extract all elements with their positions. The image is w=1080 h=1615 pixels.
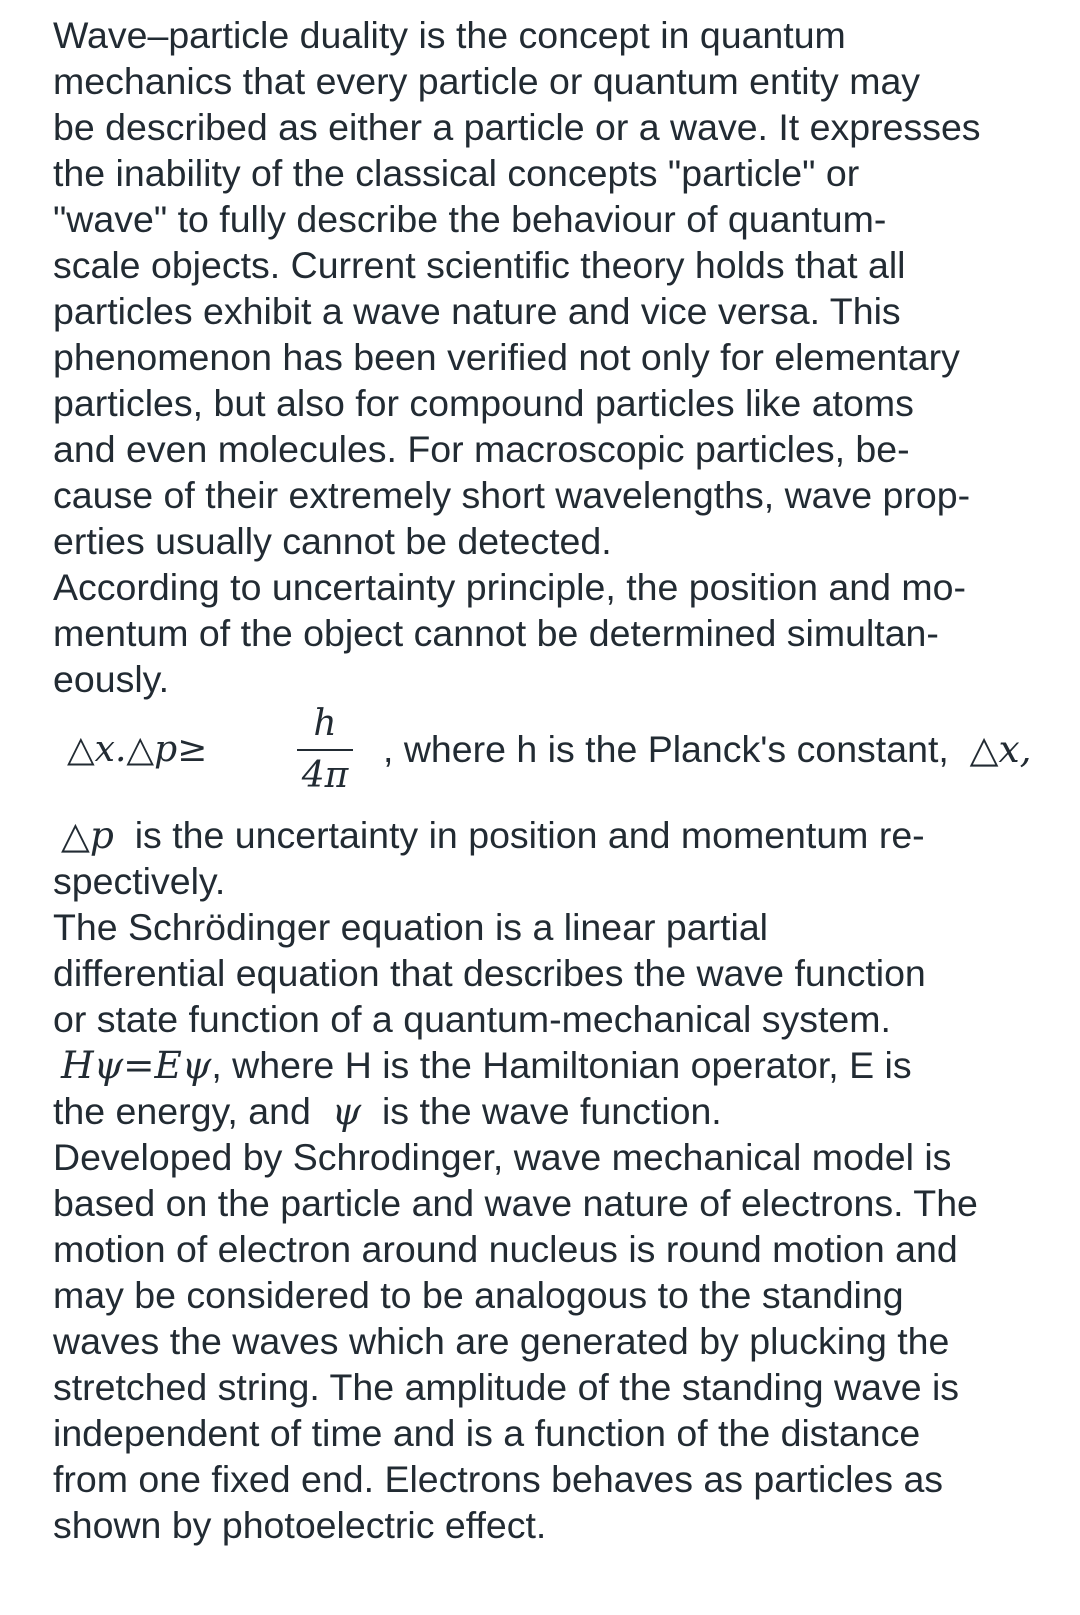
text-line: According to uncertainty principle, the position and mo- bbox=[53, 566, 967, 608]
text-line: spectively. bbox=[53, 860, 226, 902]
wave-function-text: is the wave function. bbox=[381, 1090, 722, 1132]
uncertainty-line-2 bbox=[53, 812, 1058, 858]
text-line: particles, but also for compound particles like atoms bbox=[53, 382, 914, 424]
uncertainty-inequality: △x.△p≥ bbox=[67, 729, 208, 770]
text-line: waves the waves which are generated by plucking the bbox=[53, 1320, 950, 1362]
paragraph-wave-particle-duality bbox=[53, 12, 1058, 564]
text-line: independent of time and is a function of the distance bbox=[53, 1412, 921, 1454]
text-line: particles exhibit a wave nature and vice versa. This bbox=[53, 290, 901, 332]
text-line: and even molecules. For macroscopic particles, be- bbox=[53, 428, 910, 470]
text-line: stretched string. The amplitude of the standing wave is bbox=[53, 1366, 960, 1408]
text-line: The Schrödinger equation is a linear partial bbox=[53, 906, 769, 948]
where-text: , where h is the Planck's constant, bbox=[383, 728, 949, 770]
text-line: phenomenon has been verified not only for elementary bbox=[53, 336, 960, 378]
uncertainty-text: is the uncertainty in position and momentum re- bbox=[134, 814, 925, 856]
fraction-bar bbox=[297, 749, 353, 751]
text-line: mechanics that every particle or quantum entity may bbox=[53, 60, 921, 102]
h-over-4pi-fraction bbox=[295, 702, 355, 798]
delta-x-symbol: △x, bbox=[969, 727, 1032, 771]
text-line: or state function of a quantum-mechanical system. bbox=[53, 998, 891, 1040]
planck-explanation bbox=[383, 726, 1032, 772]
schrodinger-equation-line bbox=[53, 1042, 1058, 1088]
paragraph-wave-mechanical-model bbox=[53, 1134, 1058, 1548]
text-line: scale objects. Current scientific theory holds that all bbox=[53, 244, 906, 286]
text-line: mentum of the object cannot be determined simultan- bbox=[53, 612, 939, 654]
text-line: cause of their extremely short wavelengths, wave prop- bbox=[53, 474, 971, 516]
text-line: erties usually cannot be detected. bbox=[53, 520, 612, 562]
text-line: Wave–particle duality is the concept in quantum bbox=[53, 14, 846, 56]
uncertainty-equation-line bbox=[53, 702, 1058, 812]
text-line: from one fixed end. Electrons behaves as particles as bbox=[53, 1458, 944, 1500]
wave-function-line bbox=[53, 1088, 1058, 1134]
hamiltonian-text: , where H is the Hamiltonian operator, E is bbox=[211, 1044, 912, 1086]
schrodinger-equation: Hψ=Eψ bbox=[61, 1043, 212, 1087]
energy-text: the energy, and bbox=[53, 1090, 311, 1132]
text-line: based on the particle and wave nature of electrons. The bbox=[53, 1182, 978, 1224]
text-line: Developed by Schrodinger, wave mechanical model is bbox=[53, 1136, 952, 1178]
text-line: "wave" to fully describe the behaviour of quantum- bbox=[53, 198, 887, 240]
document-body bbox=[53, 12, 1058, 1548]
text-line: shown by photoelectric effect. bbox=[53, 1504, 547, 1546]
text-line: may be considered to be analogous to the standing bbox=[53, 1274, 904, 1316]
text-line: motion of electron around nucleus is round motion and bbox=[53, 1228, 958, 1270]
paragraph-schrodinger-equation bbox=[53, 904, 1058, 1042]
text-line: the inability of the classical concepts "particle" or bbox=[53, 152, 860, 194]
text-line: differential equation that describes the wave function bbox=[53, 952, 926, 994]
delta-p-symbol: △p bbox=[61, 813, 114, 857]
text-line: be described as either a particle or a wave. It expresses bbox=[53, 106, 981, 148]
fraction-denominator: 4π bbox=[301, 755, 349, 796]
psi-symbol: ψ bbox=[331, 1089, 362, 1133]
fraction-numerator: h bbox=[313, 703, 337, 744]
paragraph-uncertainty-principle bbox=[53, 564, 1058, 702]
text-line: eously. bbox=[53, 658, 170, 700]
